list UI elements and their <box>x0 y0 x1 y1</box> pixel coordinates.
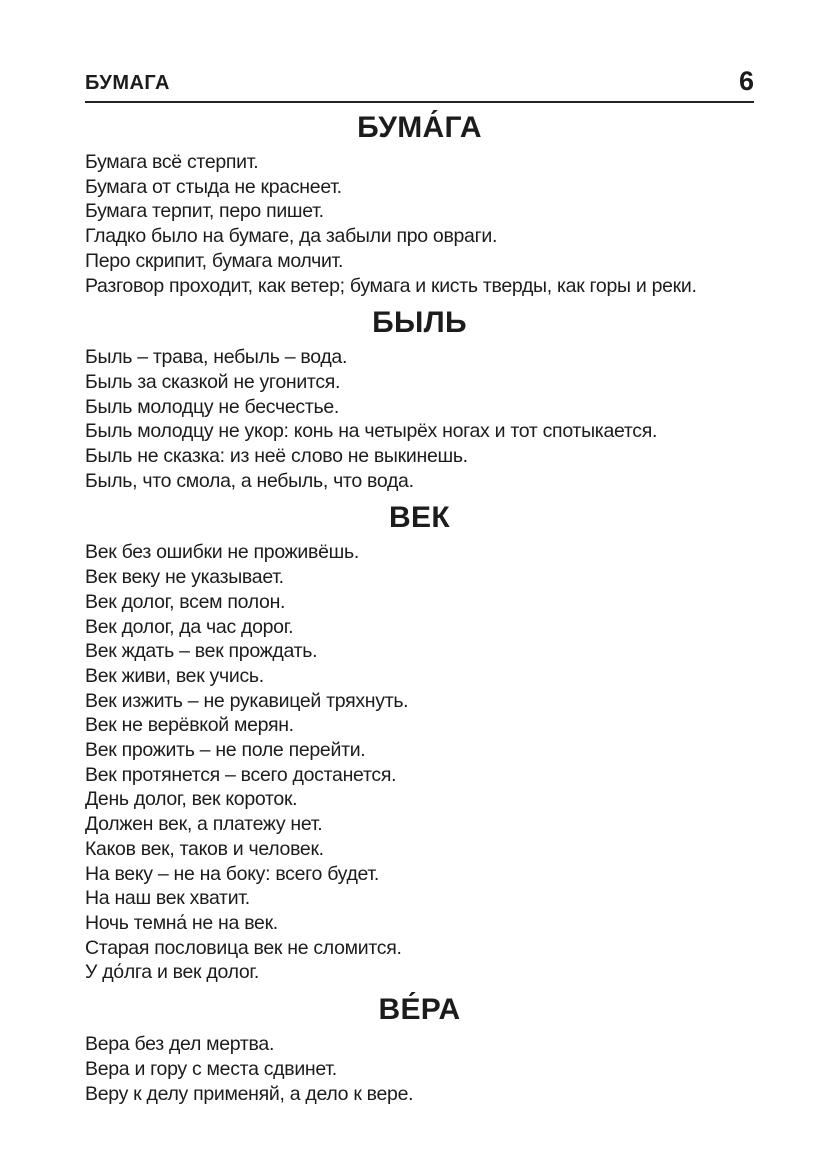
proverb-line: Век ждать – век прождать. <box>85 640 318 663</box>
proverb-line: Быль за сказкой не угонится. <box>85 370 341 393</box>
proverbs-section <box>85 994 754 1106</box>
proverb-line: Должен век, а платежу нет. <box>85 813 323 836</box>
proverb-line: Бумага терпит, перо пишет. <box>85 200 324 223</box>
proverb-line: Век прожить – не поле перейти. <box>85 739 366 762</box>
proverb-line: На веку – не на боку: всего будет. <box>85 862 380 885</box>
section-title: БУМА́ГА <box>357 111 482 144</box>
proverb-line: Век долог, всем полон. <box>85 590 286 613</box>
proverb-line: Ночь темна́ не на век. <box>85 911 278 934</box>
proverb-line: Век веку не указывает. <box>85 566 284 589</box>
page-header <box>85 0 754 103</box>
proverb-line: Перо скрипит, бумага молчит. <box>85 249 344 272</box>
section-lines <box>85 1032 754 1106</box>
proverb-line: Гладко было на бумаге, да забыли про овраги. <box>85 225 498 248</box>
proverb-line: Старая пословица век не сломится. <box>85 936 402 959</box>
section-lines <box>85 150 754 298</box>
proverbs-section <box>85 502 754 985</box>
proverb-line: Вера и гору с места сдвинет. <box>85 1057 337 1080</box>
proverb-line: День долог, век короток. <box>85 788 298 811</box>
proverb-line: Быль молодцу не укор: конь на четырёх ногах и тот спотыкается. <box>85 420 658 443</box>
proverb-line: Век не верёвкой мерян. <box>85 714 294 737</box>
proverb-line: Век изжить – не рукавицей тряхнуть. <box>85 689 409 712</box>
proverb-line: Вера без дел мертва. <box>85 1033 275 1056</box>
page-content <box>85 0 754 1106</box>
proverb-line: Разговор проходит, как ветер; бумага и кисть тверды, как горы и реки. <box>85 274 697 297</box>
proverb-line: Век без ошибки не проживёшь. <box>85 541 359 564</box>
running-head: БУМАГА <box>85 72 170 94</box>
proverb-line: Бумага от стыда не краснеет. <box>85 175 342 198</box>
sections <box>85 112 754 1106</box>
proverbs-section <box>85 112 754 298</box>
proverb-line: Век долог, да час дорог. <box>85 615 294 638</box>
proverb-line: Веру к делу применяй, а дело к вере. <box>85 1082 414 1105</box>
section-title: ВЕК <box>389 501 450 535</box>
proverb-line: Быль, что смола, а небыль, что вода. <box>85 469 414 492</box>
proverb-line: У до́лга и век долог. <box>85 961 259 984</box>
proverb-line: На наш век хватит. <box>85 887 250 910</box>
page-number: 6 <box>738 66 754 96</box>
proverb-line: Быль не сказка: из неё слово не выкинешь. <box>85 445 468 468</box>
section-lines <box>85 540 754 985</box>
proverb-line: Быль молодцу не бесчестье. <box>85 395 339 418</box>
section-lines <box>85 345 754 493</box>
proverbs-section <box>85 307 754 493</box>
proverb-line: Век протянется – всего достанется. <box>85 763 397 786</box>
proverb-line: Быль – трава, небыль – вода. <box>85 346 348 369</box>
proverb-line: Каков век, таков и человек. <box>85 837 324 860</box>
section-title: ВЕ́РА <box>378 993 461 1027</box>
proverb-line: Век живи, век учись. <box>85 664 264 687</box>
section-title: БЫЛЬ <box>372 306 467 340</box>
proverb-line: Бумага всё стерпит. <box>85 151 259 173</box>
